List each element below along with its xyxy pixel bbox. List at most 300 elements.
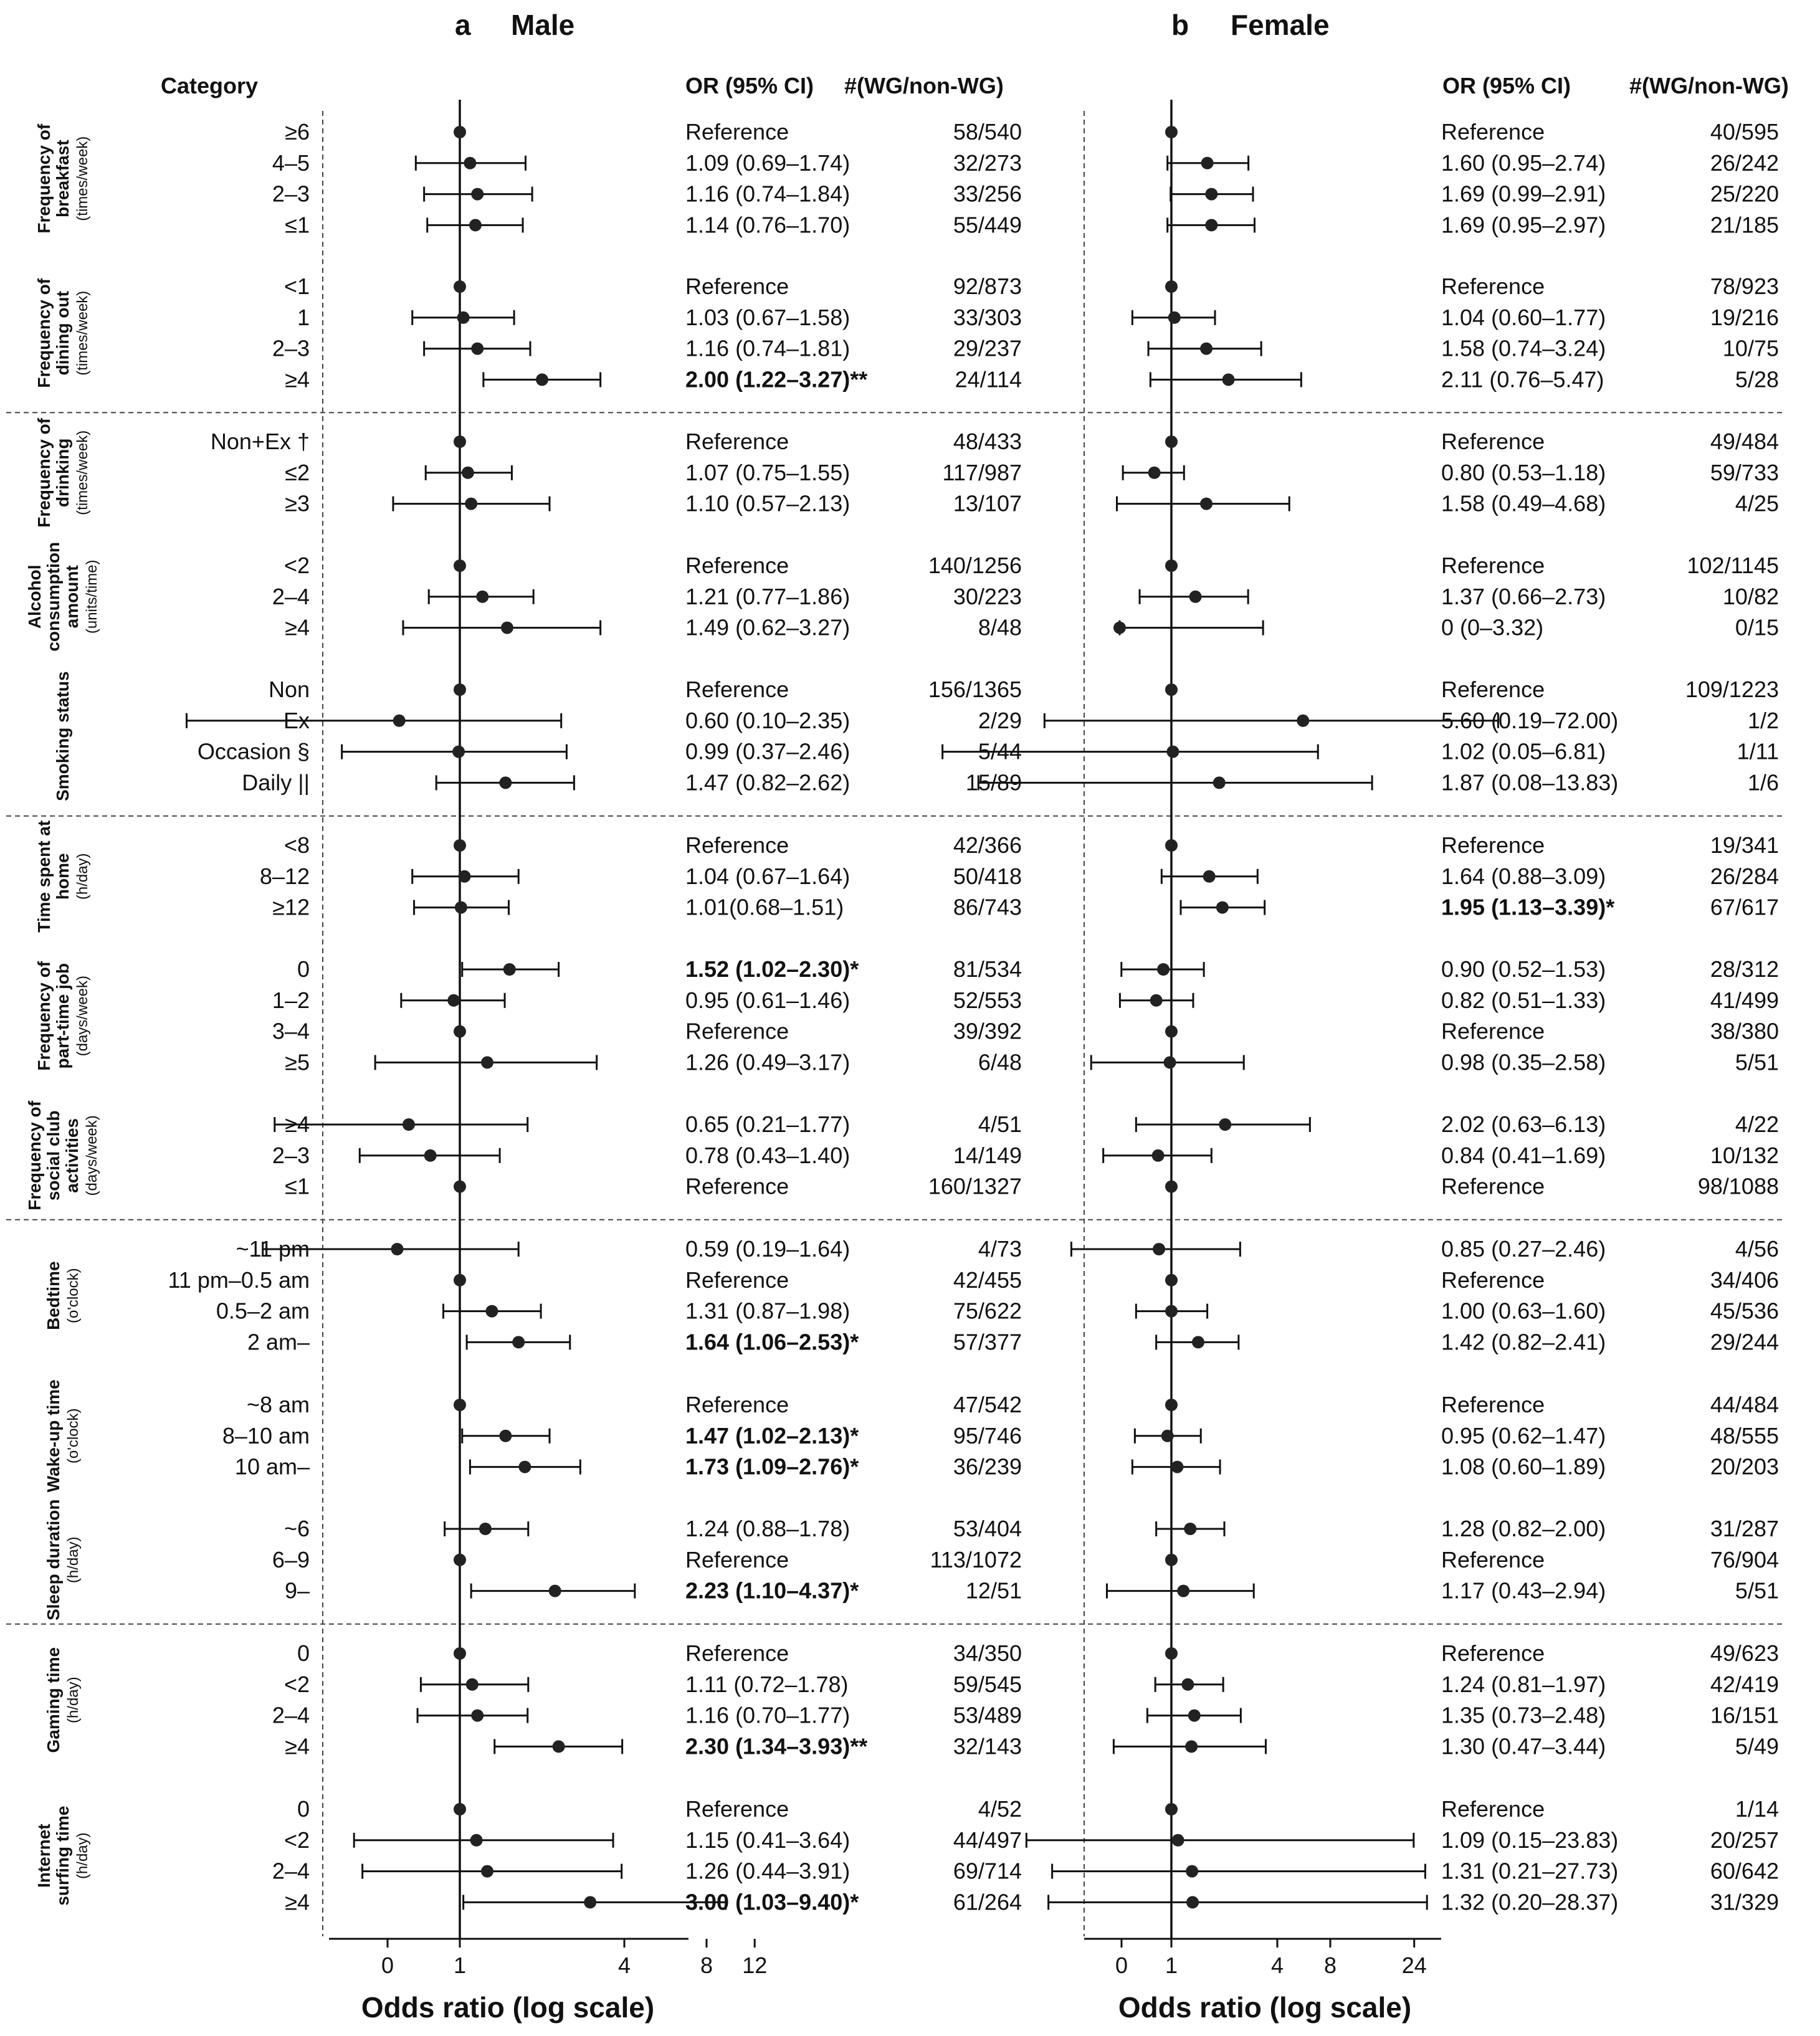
count-value: 102/1145 (1687, 553, 1779, 578)
row-level-label: ≤1 (285, 212, 310, 238)
point-estimate (1213, 776, 1226, 789)
count-value: 26/284 (1710, 863, 1779, 889)
count-value: 78/923 (1710, 274, 1779, 299)
group-label (25, 542, 100, 652)
or-value: Reference (685, 832, 789, 858)
or-value: Reference (685, 119, 789, 145)
group-name-line: Time spent at (34, 820, 54, 933)
count-value: 42/455 (953, 1267, 1022, 1293)
row-level-label: ≥4 (285, 1111, 310, 1137)
row-level-label: ~8 am (246, 1392, 310, 1417)
or-value: Reference (685, 1796, 789, 1822)
row-level-label: ≥4 (285, 614, 310, 640)
point-estimate (454, 683, 466, 696)
or-value: 1.30 (0.47–3.44) (1441, 1733, 1606, 1759)
count-value: 29/244 (1710, 1329, 1779, 1355)
count-value: 28/312 (1710, 956, 1779, 982)
count-value: 29/237 (953, 335, 1022, 361)
point-estimate (549, 1585, 561, 1597)
count-value: 140/1256 (928, 553, 1022, 578)
point-estimate (458, 870, 470, 883)
or-value: 1.49 (0.62–3.27) (685, 614, 850, 640)
count-value: 76/904 (1710, 1546, 1779, 1572)
count-value: 5/28 (1735, 366, 1779, 392)
or-value: Reference (1441, 553, 1545, 578)
count-value: 36/239 (953, 1453, 1022, 1480)
or-value: 1.10 (0.57–2.13) (685, 490, 850, 516)
count-value: 42/419 (1710, 1671, 1779, 1697)
count-value: 95/746 (953, 1422, 1022, 1449)
point-estimate (470, 1834, 483, 1847)
x-tick-label: 1 (1165, 1953, 1178, 1978)
point-estimate (1165, 280, 1178, 293)
row-level-label: ≤2 (285, 459, 310, 485)
point-estimate (454, 1803, 466, 1815)
count-value: 98/1088 (1697, 1173, 1779, 1199)
or-value: Reference (1441, 1392, 1545, 1417)
point-estimate (536, 373, 548, 386)
count-value: 48/433 (953, 429, 1022, 454)
panel-letter: a (455, 9, 471, 41)
or-value: 1.58 (0.74–3.24) (1441, 335, 1606, 361)
point-estimate (466, 1678, 479, 1691)
group-name-line: Frequency of (34, 961, 54, 1071)
group-name-line: Bedtime (44, 1261, 63, 1330)
row-level-label: 9– (284, 1577, 310, 1604)
row-level-label: 3–4 (272, 1018, 310, 1044)
point-estimate (424, 1149, 437, 1162)
row-level-label: 0 (297, 956, 310, 982)
group-unit: (h/day) (74, 1832, 91, 1880)
count-column-header: #(WG/non-WG) (844, 73, 1004, 98)
count-value: 57/377 (953, 1329, 1022, 1355)
group-name-line: consumption (44, 541, 63, 652)
row-level-label: 1 (297, 304, 310, 330)
or-value: Reference (685, 553, 789, 578)
count-value: 156/1365 (928, 677, 1022, 702)
count-value: 15/89 (965, 769, 1022, 796)
point-estimate (1181, 1678, 1194, 1691)
or-value: 0 (0–3.32) (1441, 614, 1544, 640)
group-name-line: part-time job (53, 963, 72, 1069)
count-value: 4/51 (978, 1111, 1022, 1137)
row-level-label: 0.5–2 am (216, 1298, 310, 1324)
row-level-label: 2–3 (272, 1142, 310, 1168)
or-value: 1.32 (0.20–28.37) (1441, 1889, 1619, 1915)
x-tick-label: 8 (1323, 1953, 1337, 1978)
or-value: Reference (685, 1546, 789, 1572)
row-level-label: 11 pm–0.5 am (168, 1267, 310, 1293)
count-value: 67/617 (1710, 894, 1779, 920)
or-value: 1.64 (0.88–3.09) (1441, 863, 1606, 889)
count-value: 44/497 (953, 1827, 1022, 1853)
point-estimate (469, 219, 482, 231)
point-estimate (471, 188, 484, 201)
row-level-label: ≥3 (285, 490, 310, 516)
or-value: 2.00 (1.22–3.27)** (685, 366, 868, 392)
point-estimate (391, 1243, 404, 1255)
or-value: Reference (685, 677, 789, 702)
count-value: 49/623 (1710, 1640, 1779, 1666)
count-value: 160/1327 (928, 1173, 1022, 1199)
or-value: 2.30 (1.34–3.93)** (685, 1733, 868, 1759)
group-name-line: Sleep duration (44, 1499, 63, 1621)
count-value: 75/622 (953, 1298, 1022, 1324)
point-estimate (1171, 1461, 1183, 1473)
point-estimate (1165, 1274, 1178, 1287)
or-value: 0.80 (0.53–1.18) (1441, 459, 1606, 485)
row-level-label: <2 (283, 1827, 310, 1853)
point-estimate (454, 1025, 466, 1038)
row-level-label: Daily || (242, 769, 310, 796)
or-value: 1.14 (0.76–1.70) (685, 212, 850, 238)
count-value: 53/404 (953, 1516, 1022, 1541)
point-estimate (1166, 746, 1179, 758)
x-tick-label: 8 (700, 1953, 713, 1978)
row-level-label: ~11 pm (236, 1236, 310, 1262)
group-unit: (times/week) (74, 136, 91, 221)
estimate-marks (187, 126, 1498, 1910)
group-name-line: surfing time (53, 1805, 72, 1906)
or-value: 1.52 (1.02–2.30)* (685, 956, 859, 982)
count-value: 6/48 (978, 1049, 1022, 1075)
group-name-line: home (53, 853, 72, 900)
or-value: Reference (685, 274, 789, 299)
x-tick-label: 0 (381, 1953, 394, 1978)
group-unit: (o'clock) (65, 1268, 82, 1323)
or-value: 1.17 (0.43–2.94) (1441, 1577, 1606, 1604)
count-value: 33/256 (953, 181, 1022, 207)
count-value: 32/143 (953, 1733, 1022, 1759)
or-value: 1.02 (0.05–6.81) (1441, 738, 1606, 764)
row-level-label: <2 (283, 553, 310, 578)
count-value: 1/2 (1747, 707, 1779, 733)
point-estimate (1165, 435, 1178, 448)
group-label (34, 1806, 91, 1906)
group-label (44, 1647, 82, 1753)
x-tick-label: 0 (1115, 1953, 1128, 1978)
group-name-line: activities (62, 1118, 82, 1193)
point-estimate (1177, 1585, 1189, 1597)
or-value: 1.01(0.68–1.51) (685, 894, 844, 920)
or-value: Reference (1441, 1546, 1545, 1572)
or-value: Reference (685, 1392, 789, 1417)
or-value: 0.99 (0.37–2.46) (685, 738, 850, 764)
or-value: 2.11 (0.76–5.47) (1441, 366, 1604, 392)
count-value: 8/48 (978, 614, 1022, 640)
count-value: 48/555 (1710, 1422, 1779, 1449)
count-value: 31/287 (1710, 1516, 1779, 1541)
point-estimate (1168, 312, 1181, 324)
or-value: Reference (1441, 1173, 1545, 1199)
point-estimate (454, 1274, 466, 1287)
row-level-label: 1–2 (272, 987, 310, 1013)
point-estimate (499, 1430, 512, 1442)
point-estimate (479, 1523, 492, 1535)
or-value: 1.21 (0.77–1.86) (685, 583, 850, 609)
count-value: 33/303 (953, 304, 1022, 330)
count-value: 60/642 (1710, 1858, 1779, 1884)
count-value: 24/114 (955, 366, 1022, 392)
row-level-label: 2–4 (272, 1702, 310, 1728)
count-value: 55/449 (953, 212, 1022, 238)
group-label (44, 1261, 82, 1330)
group-name-line: breakfast (53, 140, 72, 217)
or-value: 1.95 (1.13–3.39)* (1441, 894, 1615, 920)
or-value: Reference (685, 1267, 789, 1293)
count-value: 117/987 (942, 459, 1022, 485)
group-label (34, 417, 91, 527)
count-value: 52/553 (953, 987, 1022, 1013)
or-value: Reference (1441, 832, 1545, 858)
row-level-label: ≥12 (272, 894, 310, 920)
row-level-label: 4–5 (272, 150, 310, 176)
or-value: Reference (1441, 119, 1545, 145)
count-value: 53/489 (953, 1702, 1022, 1728)
or-value: 1.42 (0.82–2.41) (1441, 1329, 1606, 1355)
or-value: 1.24 (0.88–1.78) (685, 1516, 850, 1541)
row-level-label: <1 (283, 274, 310, 299)
group-label (34, 961, 91, 1070)
count-value: 38/380 (1710, 1018, 1779, 1044)
point-estimate (1148, 467, 1161, 479)
or-value: 1.58 (0.49–4.68) (1441, 490, 1606, 516)
count-value: 14/149 (953, 1142, 1022, 1168)
category-header: Category (161, 73, 259, 98)
or-value: 1.00 (0.63–1.60) (1441, 1298, 1606, 1324)
point-estimate (1203, 870, 1216, 883)
group-name-line: Smoking status (53, 671, 72, 801)
count-value: 109/1223 (1685, 677, 1779, 702)
count-value: 10/82 (1722, 583, 1779, 609)
row-level-label: Non+Ex † (210, 429, 310, 454)
point-estimate (485, 1305, 498, 1318)
count-value: 32/273 (953, 150, 1022, 176)
group-label (34, 278, 91, 388)
x-tick-label: 24 (1401, 1953, 1427, 1978)
point-estimate (454, 435, 466, 448)
count-value: 10/75 (1722, 335, 1779, 361)
or-value: Reference (1441, 274, 1545, 299)
row-level-label: 0 (297, 1640, 310, 1666)
count-value: 59/733 (1710, 459, 1779, 485)
row-level-label: Ex (283, 707, 310, 733)
or-value: Reference (1441, 1267, 1545, 1293)
count-value: 4/52 (978, 1796, 1022, 1822)
or-value: 1.47 (1.02–2.13)* (685, 1422, 859, 1449)
row-level-label: 6–9 (272, 1546, 310, 1572)
row-level-label: 2–4 (272, 1858, 310, 1884)
row-level-label: ≥6 (285, 119, 310, 145)
count-value: 1/14 (1735, 1796, 1779, 1822)
row-level-label: ≥4 (285, 1733, 310, 1759)
group-name-line: Frequency of (25, 1100, 44, 1211)
or-value: 1.03 (0.67–1.58) (685, 304, 850, 330)
panel-title: Female (1231, 9, 1330, 41)
or-value: 0.59 (0.19–1.64) (685, 1236, 850, 1262)
x-tick-label: 12 (742, 1953, 768, 1978)
count-value: 34/406 (1710, 1267, 1779, 1293)
group-name-line: Frequency of (34, 278, 54, 388)
group-unit: (o'clock) (65, 1408, 82, 1464)
or-value: 0.85 (0.27–2.46) (1441, 1236, 1606, 1262)
x-axis-label: Odds ratio (log scale) (1118, 1991, 1412, 2024)
point-estimate (454, 1647, 466, 1660)
or-column-header: OR (95% CI) (685, 73, 814, 98)
point-estimate (1165, 1305, 1178, 1318)
count-value: 19/216 (1710, 304, 1779, 330)
point-estimate (1113, 622, 1126, 634)
point-estimate (447, 994, 460, 1007)
or-value: 1.37 (0.66–2.73) (1441, 583, 1606, 609)
count-value: 21/185 (1710, 212, 1779, 238)
or-value: Reference (1441, 1796, 1545, 1822)
point-estimate (1165, 839, 1178, 852)
row-level-label: 2–3 (272, 335, 310, 361)
or-value: 2.02 (0.63–6.13) (1441, 1111, 1606, 1137)
count-value: 81/534 (953, 956, 1022, 982)
point-estimate (1222, 373, 1235, 386)
or-value: 0.84 (0.41–1.69) (1441, 1142, 1606, 1168)
point-estimate (481, 1865, 493, 1878)
group-name-line: Wake-up time (44, 1379, 63, 1493)
count-value: 34/350 (953, 1640, 1022, 1666)
or-value: 1.15 (0.41–3.64) (685, 1827, 850, 1853)
count-value: 41/499 (1710, 987, 1779, 1013)
point-estimate (454, 1399, 466, 1411)
count-value: 1/11 (1737, 738, 1779, 764)
count-value: 4/25 (1735, 490, 1779, 516)
group-label (25, 1100, 100, 1210)
group-unit: (days/week) (83, 1115, 100, 1196)
point-estimate (1205, 219, 1217, 231)
point-estimate (1161, 1430, 1174, 1442)
point-estimate (1165, 126, 1178, 138)
or-value: 1.16 (0.74–1.81) (685, 335, 850, 361)
count-value: 4/22 (1735, 1111, 1779, 1137)
or-value: 1.24 (0.81–1.97) (1441, 1671, 1606, 1697)
or-value: 1.09 (0.69–1.74) (685, 150, 850, 176)
point-estimate (393, 715, 406, 727)
point-estimate (1152, 1149, 1165, 1162)
or-value: Reference (1441, 429, 1545, 454)
or-value: Reference (1441, 1640, 1545, 1666)
or-value: 1.87 (0.08–13.83) (1441, 769, 1619, 796)
or-value: 0.95 (0.62–1.47) (1441, 1422, 1606, 1449)
or-value: 0.78 (0.43–1.40) (685, 1142, 850, 1168)
point-estimate (1165, 1803, 1178, 1815)
count-value: 5/49 (1735, 1733, 1779, 1759)
or-value: 1.26 (0.49–3.17) (685, 1049, 850, 1075)
count-value: 10/132 (1710, 1142, 1779, 1168)
count-value: 47/542 (953, 1392, 1022, 1417)
or-value: 1.69 (0.95–2.97) (1441, 212, 1606, 238)
point-estimate (464, 157, 476, 169)
point-estimate (1201, 157, 1214, 169)
point-estimate (1165, 559, 1178, 572)
or-value: 1.08 (0.60–1.89) (1441, 1453, 1606, 1480)
point-estimate (503, 963, 516, 976)
or-value: 1.09 (0.15–23.83) (1441, 1827, 1619, 1853)
point-estimate (481, 1056, 493, 1068)
or-value: 1.04 (0.67–1.64) (685, 863, 850, 889)
count-value: 4/73 (978, 1236, 1022, 1262)
point-estimate (1216, 901, 1229, 914)
group-unit: (h/day) (74, 853, 91, 900)
group-name-line: drinking (53, 438, 72, 508)
point-estimate (1185, 1740, 1198, 1753)
row-level-label: 2–3 (272, 181, 310, 207)
point-estimate (1165, 1399, 1178, 1411)
count-value: 2/29 (978, 707, 1022, 733)
or-value: Reference (685, 429, 789, 454)
count-value: 31/329 (1710, 1889, 1779, 1915)
row-level-label: ≥4 (285, 1889, 310, 1915)
point-estimate (1297, 715, 1309, 727)
count-value: 30/223 (953, 583, 1022, 609)
count-value: 5/51 (1735, 1577, 1779, 1604)
group-label (34, 821, 91, 933)
group-name-line: Alcohol (25, 564, 44, 629)
point-estimate (1164, 1056, 1176, 1068)
group-label (34, 123, 91, 233)
row-level-label: Non (268, 677, 310, 702)
x-axis-label: Odds ratio (log scale) (361, 1991, 655, 2024)
group-unit: (h/day) (65, 1677, 82, 1724)
or-value: 1.16 (0.74–1.84) (685, 181, 850, 207)
point-estimate (454, 280, 466, 293)
count-value: 20/203 (1710, 1453, 1779, 1480)
point-estimate (455, 901, 467, 914)
point-estimate (452, 746, 465, 758)
group-unit: (h/day) (65, 1536, 82, 1584)
count-value: 42/366 (953, 832, 1022, 858)
group-label (44, 1500, 82, 1620)
or-column-header: OR (95% CI) (1442, 73, 1571, 98)
row-level-label: 0 (297, 1796, 310, 1822)
point-estimate (1205, 188, 1217, 201)
group-name-line: social club (44, 1110, 63, 1201)
count-value: 39/392 (953, 1018, 1022, 1044)
or-value: 1.31 (0.87–1.98) (685, 1298, 850, 1324)
or-value: 5.60 (0.19–72.00) (1441, 707, 1619, 733)
or-value: 1.47 (0.82–2.62) (685, 769, 850, 796)
point-estimate (1189, 591, 1202, 603)
point-estimate (499, 776, 512, 789)
count-value: 5/51 (1735, 1049, 1779, 1075)
or-value: 2.23 (1.10–4.37)* (685, 1577, 859, 1604)
or-value: 0.65 (0.21–1.77) (685, 1111, 850, 1137)
group-label (53, 671, 72, 801)
or-value: Reference (685, 1173, 789, 1199)
group-name-line: Frequency of (34, 417, 54, 528)
count-column-header: #(WG/non-WG) (1629, 73, 1789, 98)
or-value: Reference (1441, 677, 1545, 702)
or-value: 1.11 (0.72–1.78) (685, 1671, 849, 1697)
point-estimate (501, 622, 513, 634)
count-value: 25/220 (1710, 181, 1779, 207)
point-estimate (1153, 1243, 1165, 1255)
point-estimate (1165, 1181, 1178, 1193)
point-estimate (1165, 683, 1178, 696)
row-level-label: <2 (283, 1671, 310, 1697)
or-value: 1.07 (0.75–1.55) (685, 459, 850, 485)
or-value: Reference (1441, 1018, 1545, 1044)
row-level-label: ≥4 (285, 366, 310, 392)
count-value: 86/743 (953, 894, 1022, 920)
point-estimate (462, 467, 474, 479)
point-estimate (454, 559, 466, 572)
